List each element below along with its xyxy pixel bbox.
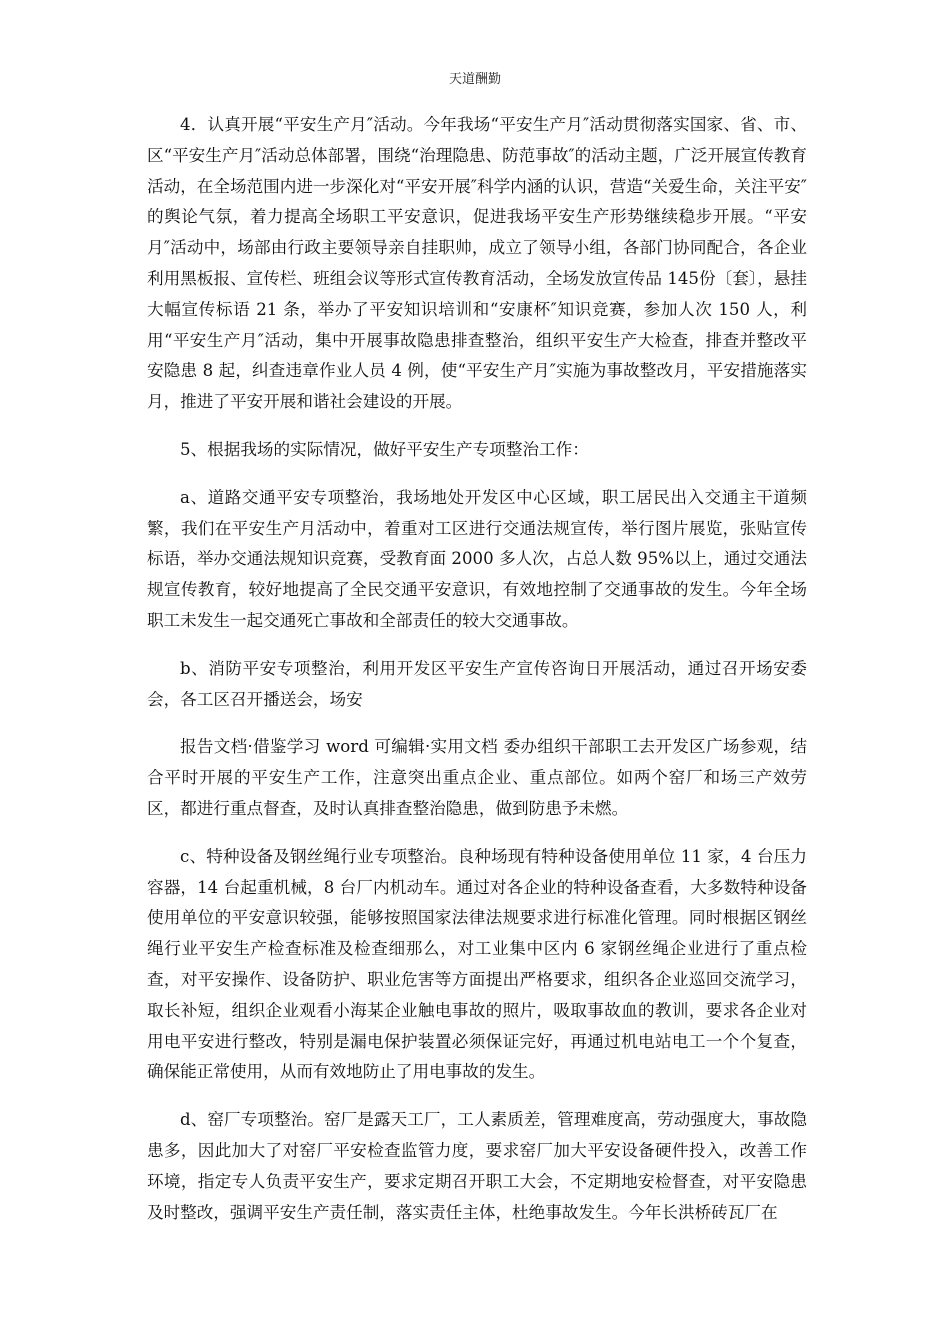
document-body bbox=[147, 110, 807, 1228]
paragraph-kiln-factory: d、窑厂专项整治。窑厂是露天工厂，工人素质差，管理难度高，劳动强度大，事故隐患多，因此加大了对窑厂平安检查监管力度，要求窑厂加大平安设备硬件投入，改善工作环境，指定专人负责平安生产，要求定期召开职工大会，不定期地安检督查，对平安隐患及时整改，强调平安生产责任制，落实责任主体，杜绝事故发生。今年长洪桥砖瓦厂在 bbox=[147, 1110, 807, 1222]
paragraph-traffic-safety: a、道路交通平安专项整治，我场地处开发区中心区域，职工居民出入交通主干道频繁，我们在平安生产月活动中，着重对工区进行交通法规宣传，举行图片展览，张贴宣传标语，举办交通法规知识竞赛，受教育面 2000 多人次，占总人数 95%以上，通过交通法规宣传教育，较好地提高了全民交通平安意识，有效地控制了交通事故的发生。今年全场职工未发生一起交通死亡事故和全部责任的较大交通事故。 bbox=[147, 487, 807, 630]
paragraph-special-rectification: 5、根据我场的实际情况，做好平安生产专项整治工作： bbox=[180, 439, 589, 459]
paragraph-fire-safety-continued: 报告文档·借鉴学习 word 可编辑·实用文档 委办组织干部职工去开发区广场参观，结合平时开展的平安生产工作，注意突出重点企业、重点部位。如两个窑厂和场三产效劳区，都进行重点督查，及时认真排查整治隐患，做到防患予未燃。 bbox=[147, 737, 807, 818]
paragraph-special-equipment: c、特种设备及钢丝绳行业专项整治。良种场现有特种设备使用单位 11 家，4 台压力容器，14 台起重机械，8 台厂内机动车。通过对各企业的特种设备查看，大多数特种设备使用单位的平安意识较强，能够按照国家法律法规要求进行标准化管理。同时根据区钢丝绳行业平安生产检查标准及检查细那么，对工业集中区内 6 家钢丝绳企业进行了重点检查，对平安操作、设备防护、职业危害等方面提出严格要求，组织各企业巡回交流学习，取长补短，组织企业观看小海某企业触电事故的照片，吸取事故血的教训，要求各企业对用电平安进行整改，特别是漏电保护装置必须保证完好，再通过机电站电工一个个复查，确保能正常使用，从而有效地防止了用电事故的发生。 bbox=[147, 846, 807, 1082]
page-header: 天道酬勤 bbox=[448, 72, 501, 87]
paragraph-fire-safety: b、消防平安专项整治，利用开发区平安生产宣传咨询日开展活动，通过召开场安委会，各工区召开播送会，场安 bbox=[147, 658, 807, 709]
paragraph-safety-month: 4．认真开展“平安生产月″活动。今年我场“平安生产月″活动贯彻落实国家、省、市、区“平安生产月″活动总体部署，围绕“治理隐患、防范事故″的活动主题，广泛开展宣传教育活动，在全场范围内进一步深化对“平安开展″科学内涵的认识，营造“关爱生命，关注平安″的舆论气氛，着力提高全场职工平安意识，促进我场平安生产形势继续稳步开展。“平安月″活动中，场部由行政主要领导亲自挂职帅，成立了领导小组，各部门协同配合，各企业利用黑板报、宣传栏、班组会议等形式宣传教育活动，全场发放宣传品 145份〔套〕，悬挂大幅宣传标语 21 条，举办了平安知识培训和“安康杯″知识竞赛，参加人次 150 人，利用“平安生产月″活动，集中开展事故隐患排查整治，组织平安生产大检查，排查并整改平安隐患 8 起，纠查违章作业人员 4 例，使“平安生产月″实施为事故整改月，平安措施落实月，推进了平安开展和谐社会建设的开展。 bbox=[147, 115, 807, 412]
